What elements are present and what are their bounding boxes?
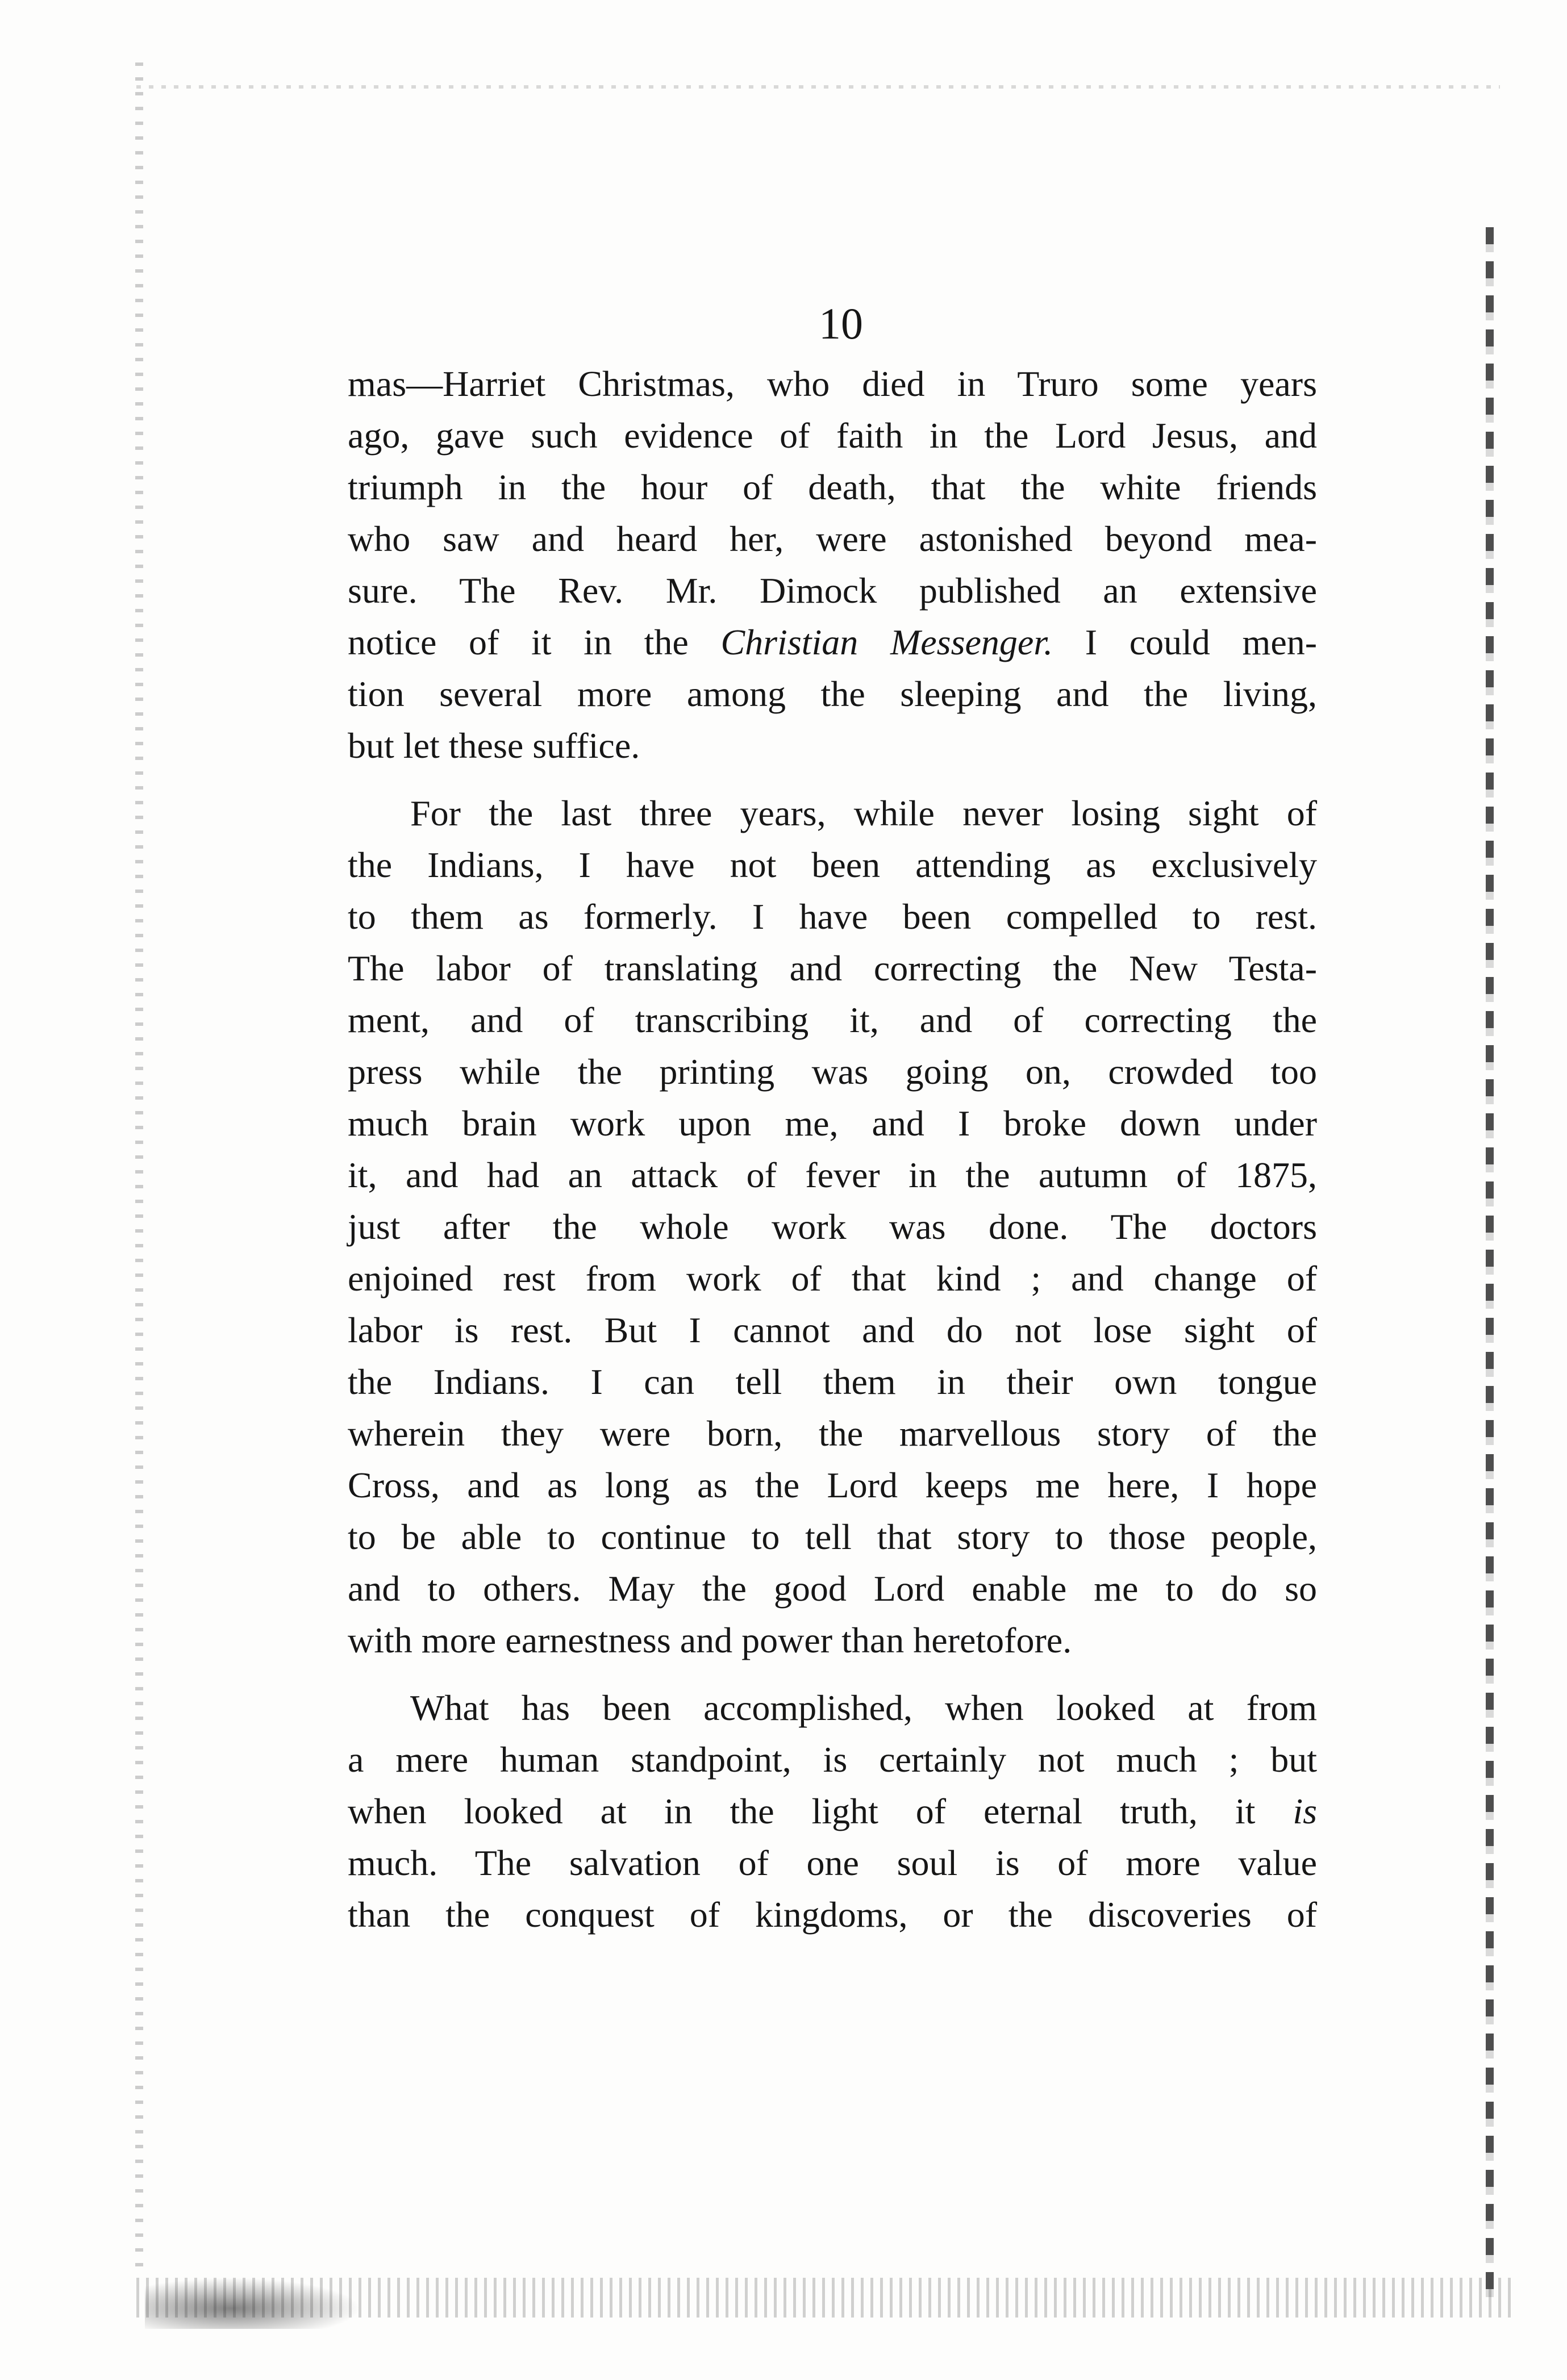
text-line: than the conquest of kingdoms, or the discoveries of bbox=[348, 1894, 1317, 1935]
text-line: labor is rest. But I cannot and do not lose sight of bbox=[348, 1310, 1317, 1350]
text-line: who saw and heard her, were astonished beyond mea- bbox=[348, 519, 1317, 559]
text-line: tion several more among the sleeping and the living, bbox=[348, 674, 1317, 714]
text-line: much brain work upon me, and I broke down under bbox=[348, 1103, 1317, 1143]
text-run: I could men- bbox=[1085, 622, 1318, 662]
text-line: press while the printing was going on, crowded too bbox=[348, 1051, 1317, 1092]
page-number: 10 bbox=[819, 299, 863, 348]
text-line: the Indians, I have not been attending as exclusively bbox=[348, 845, 1317, 885]
emphasis: is bbox=[1293, 1791, 1318, 1831]
text-line: a mere human standpoint, is certainly not much ; but bbox=[348, 1739, 1317, 1780]
text-line: ment, and of transcribing it, and of correcting the bbox=[348, 1000, 1317, 1040]
text-line: it, and had an attack of fever in the autumn of 1875, bbox=[348, 1155, 1317, 1195]
text-line: ago, gave such evidence of faith in the Lord Jesus, and bbox=[348, 415, 1317, 456]
periodical-title: Christian Messenger. bbox=[720, 622, 1053, 662]
text-line: enjoined rest from work of that kind ; and change of bbox=[348, 1258, 1317, 1298]
scan-edge-top bbox=[136, 85, 1500, 89]
text-line: mas—Harriet Christmas, who died in Truro some years bbox=[348, 364, 1317, 404]
scan-edge-right bbox=[1486, 227, 1494, 2300]
text-line: to be able to continue to tell that story to those people, bbox=[348, 1517, 1317, 1557]
text-line: and to others. May the good Lord enable me to do so bbox=[348, 1568, 1317, 1609]
text-line: Cross, and as long as the Lord keeps me here, I hope bbox=[348, 1465, 1317, 1505]
text-line: the Indians. I can tell them in their own tongue bbox=[348, 1362, 1317, 1402]
text-line-mixed bbox=[348, 1785, 1317, 1837]
text-line: just after the whole work was done. The doctors bbox=[348, 1206, 1317, 1247]
text-line: What has been accomplished, when looked at from bbox=[410, 1688, 1317, 1728]
text-run: notice of it in the bbox=[348, 622, 689, 662]
text-line: with more earnestness and power than heretofore. bbox=[348, 1620, 1072, 1660]
text-line: triumph in the hour of death, that the white friends bbox=[348, 467, 1317, 507]
text-line: to them as formerly. I have been compelled to rest. bbox=[348, 896, 1317, 937]
text-line: much. The salvation of one soul is of more value bbox=[348, 1843, 1317, 1883]
scan-edge-left bbox=[135, 62, 143, 2278]
scan-smudge bbox=[145, 2278, 361, 2329]
text-run: when looked at in the light of eternal truth, it bbox=[348, 1791, 1256, 1831]
text-line: wherein they were born, the marvellous story of the bbox=[348, 1413, 1317, 1454]
body-text bbox=[348, 358, 1317, 1940]
text-line: The labor of translating and correcting the New Testa- bbox=[348, 948, 1317, 988]
text-line: but let these suffice. bbox=[348, 725, 640, 766]
text-line-mixed bbox=[348, 616, 1317, 668]
text-line: sure. The Rev. Mr. Dimock published an extensive bbox=[348, 570, 1317, 611]
text-line: For the last three years, while never losing sight of bbox=[410, 793, 1317, 833]
